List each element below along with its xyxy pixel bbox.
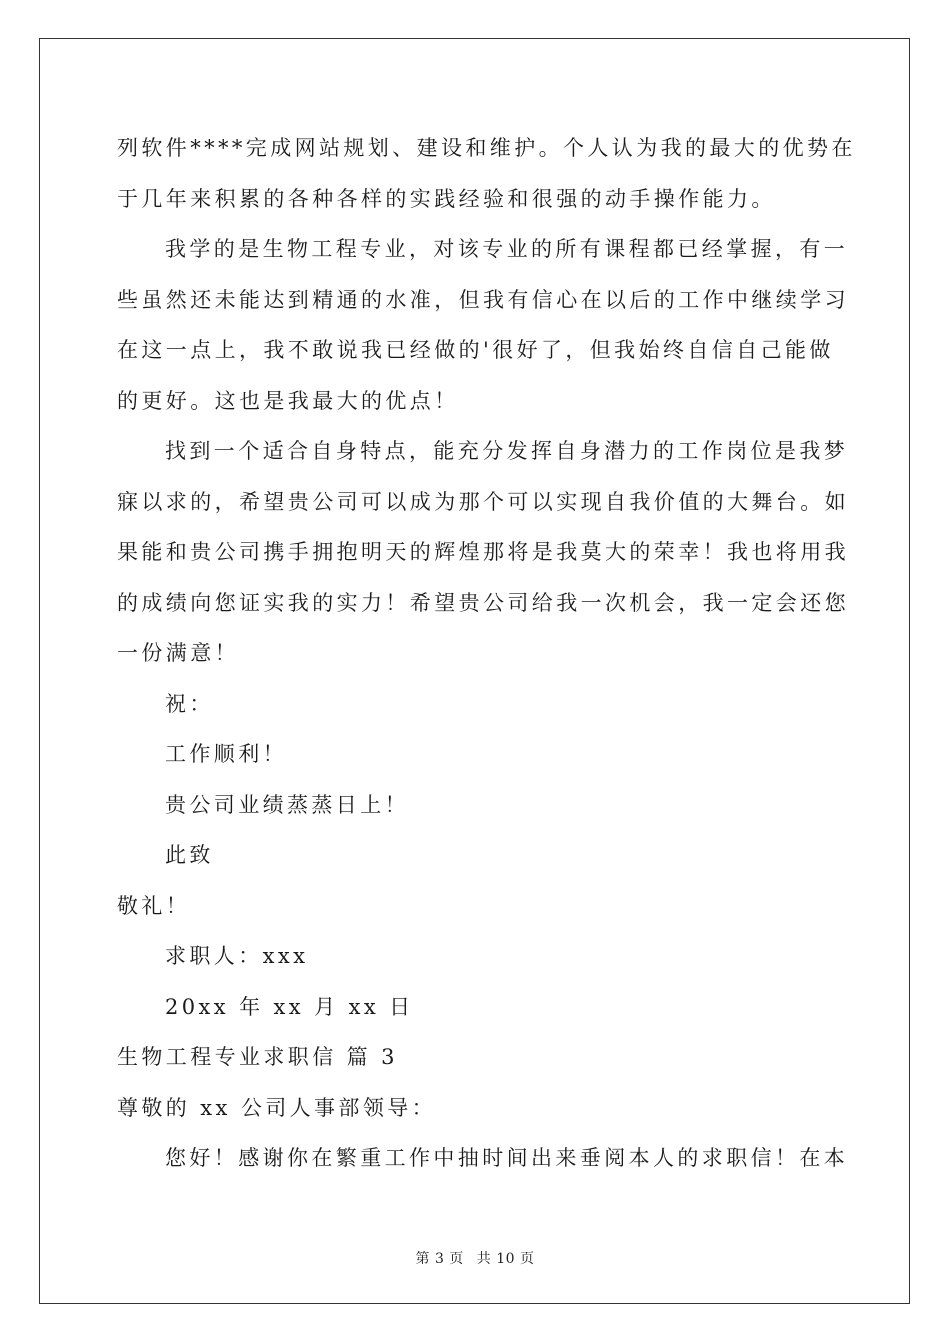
closing-salutation: 此致 xyxy=(165,843,214,867)
text-line: 的成绩向您证实我的实力！希望贵公司给我一次机会，我一定会还您 xyxy=(117,590,849,615)
text-line: 的更好。这也是我最大的优点！ xyxy=(117,388,459,413)
closing-salutation: 敬礼！ xyxy=(117,893,191,918)
closing-greeting: 祝： xyxy=(165,691,214,716)
section-heading: 生物工程专业求职信 篇 3 xyxy=(117,1045,398,1069)
closing-wish: 贵公司业绩蒸蒸日上！ xyxy=(165,792,409,817)
text-line: 列软件****完成网站规划、建设和维护。个人认为我的最大的优势在 xyxy=(117,136,856,160)
text-line: 一份满意！ xyxy=(117,641,239,665)
text-line: 我学的是生物工程专业，对该专业的所有课程都已经掌握，有一 xyxy=(165,237,849,261)
text-line: 果能和贵公司携手拥抱明天的辉煌那将是我莫大的荣幸！我也将用我 xyxy=(117,540,849,564)
document-body xyxy=(117,123,856,1184)
applicant-signature: 求职人：xxx xyxy=(165,944,309,968)
closing-wish: 工作顺利！ xyxy=(165,742,287,766)
page-number: 第 3 页 xyxy=(415,1251,464,1267)
text-line: 寐以求的，希望贵公司可以成为那个可以实现自我价值的大舞台。如 xyxy=(117,489,849,514)
text-line: 您好！感谢你在繁重工作中抽时间出来垂阅本人的求职信！在本 xyxy=(165,1146,849,1170)
text-line: 找到一个适合自身特点，能充分发挥自身潜力的工作岗位是我梦 xyxy=(165,439,849,463)
page-total: 共 10 页 xyxy=(476,1251,535,1267)
text-line: 在这一点上，我不敢说我已经做的'很好了，但我始终自信自己能做 xyxy=(117,338,834,362)
letter-addressee: 尊敬的 xx 公司人事部领导： xyxy=(117,1095,437,1120)
text-line: 些虽然还未能达到精通的水准，但我有信心在以后的工作中继续学习 xyxy=(117,287,849,312)
page-footer xyxy=(0,1248,950,1268)
letter-date: 20xx 年 xx 月 xx 日 xyxy=(165,994,414,1019)
text-line: 于几年来积累的各种各样的实践经验和很强的动手操作能力。 xyxy=(117,186,776,211)
